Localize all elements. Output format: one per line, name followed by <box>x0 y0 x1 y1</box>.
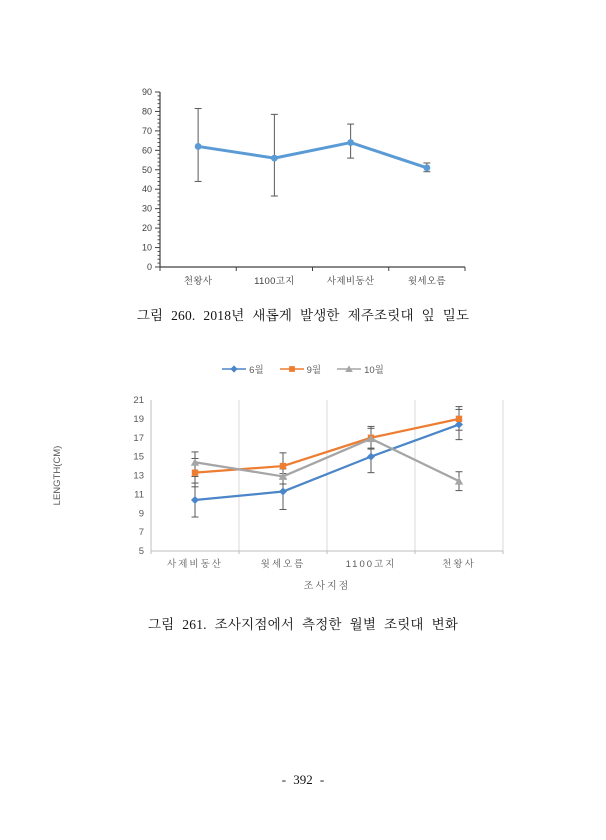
category-label: 1100고지 <box>254 276 295 287</box>
legend-label: 9월 <box>306 365 322 376</box>
y-tick-label: 50 <box>141 164 152 175</box>
legend-label: 6월 <box>249 365 264 376</box>
figure-260-line-chart <box>95 82 495 297</box>
data-point-marker <box>279 488 287 496</box>
data-point-marker <box>456 416 462 422</box>
y-tick-label: 70 <box>141 125 152 136</box>
figure-260-caption: 그림 260. 2018년 새롭게 발생한 제주조릿대 잎 밀도 <box>136 308 470 323</box>
y-tick-label: 40 <box>141 184 152 195</box>
data-point-marker <box>423 164 430 171</box>
data-point-marker <box>231 365 238 372</box>
data-point-marker <box>280 463 286 469</box>
square-marker-icon <box>280 364 304 374</box>
diamond-marker-icon <box>222 364 246 374</box>
y-tick-label: 60 <box>141 145 152 156</box>
data-point-marker <box>347 139 354 146</box>
category-label: 1100고지 <box>345 559 397 570</box>
y-tick-label: 90 <box>141 87 152 97</box>
y-tick-label: 20 <box>141 223 152 234</box>
y-tick-label: 30 <box>141 203 152 214</box>
y-tick-label: 11 <box>134 489 144 501</box>
category-label: 천왕사 <box>442 559 476 570</box>
triangle-marker-icon <box>337 364 361 374</box>
y-axis-title: LENGTH(CM) <box>52 445 63 506</box>
series-line <box>198 143 427 168</box>
category-label: 사제비동산 <box>326 276 375 287</box>
data-point-marker <box>367 453 375 461</box>
y-tick-label: 0 <box>146 262 152 272</box>
data-point-marker <box>289 366 295 372</box>
y-tick-label: 80 <box>141 106 152 117</box>
category-label: 사제비동산 <box>167 559 223 570</box>
legend-item <box>280 362 321 376</box>
category-label: 윗세오름 <box>407 276 446 287</box>
figure-261-line-chart <box>52 390 515 602</box>
y-tick-label: 15 <box>133 451 144 463</box>
data-point-marker <box>192 469 198 475</box>
y-tick-label: 19 <box>133 413 144 425</box>
category-label: 천왕사 <box>183 276 213 287</box>
x-axis-title: 조사지점 <box>303 581 351 592</box>
page-number: - 392 - <box>281 772 325 787</box>
data-point-marker <box>195 143 202 150</box>
figure-261-legend <box>0 360 606 378</box>
y-tick-label: 5 <box>138 546 144 557</box>
data-point-marker <box>271 155 278 162</box>
legend-label: 10월 <box>364 365 384 376</box>
y-tick-label: 7 <box>138 527 144 539</box>
data-point-marker <box>191 496 199 504</box>
legend-item <box>222 362 263 376</box>
y-tick-label: 21 <box>133 395 144 406</box>
figure-261-caption: 그림 261. 조사지점에서 측정한 월별 조릿대 변화 <box>147 617 459 632</box>
y-tick-label: 13 <box>133 470 144 482</box>
y-tick-label: 10 <box>141 242 152 253</box>
legend-item <box>337 362 384 376</box>
category-label: 윗세오름 <box>260 559 306 570</box>
y-tick-label: 9 <box>138 508 144 520</box>
y-tick-label: 17 <box>133 432 144 444</box>
